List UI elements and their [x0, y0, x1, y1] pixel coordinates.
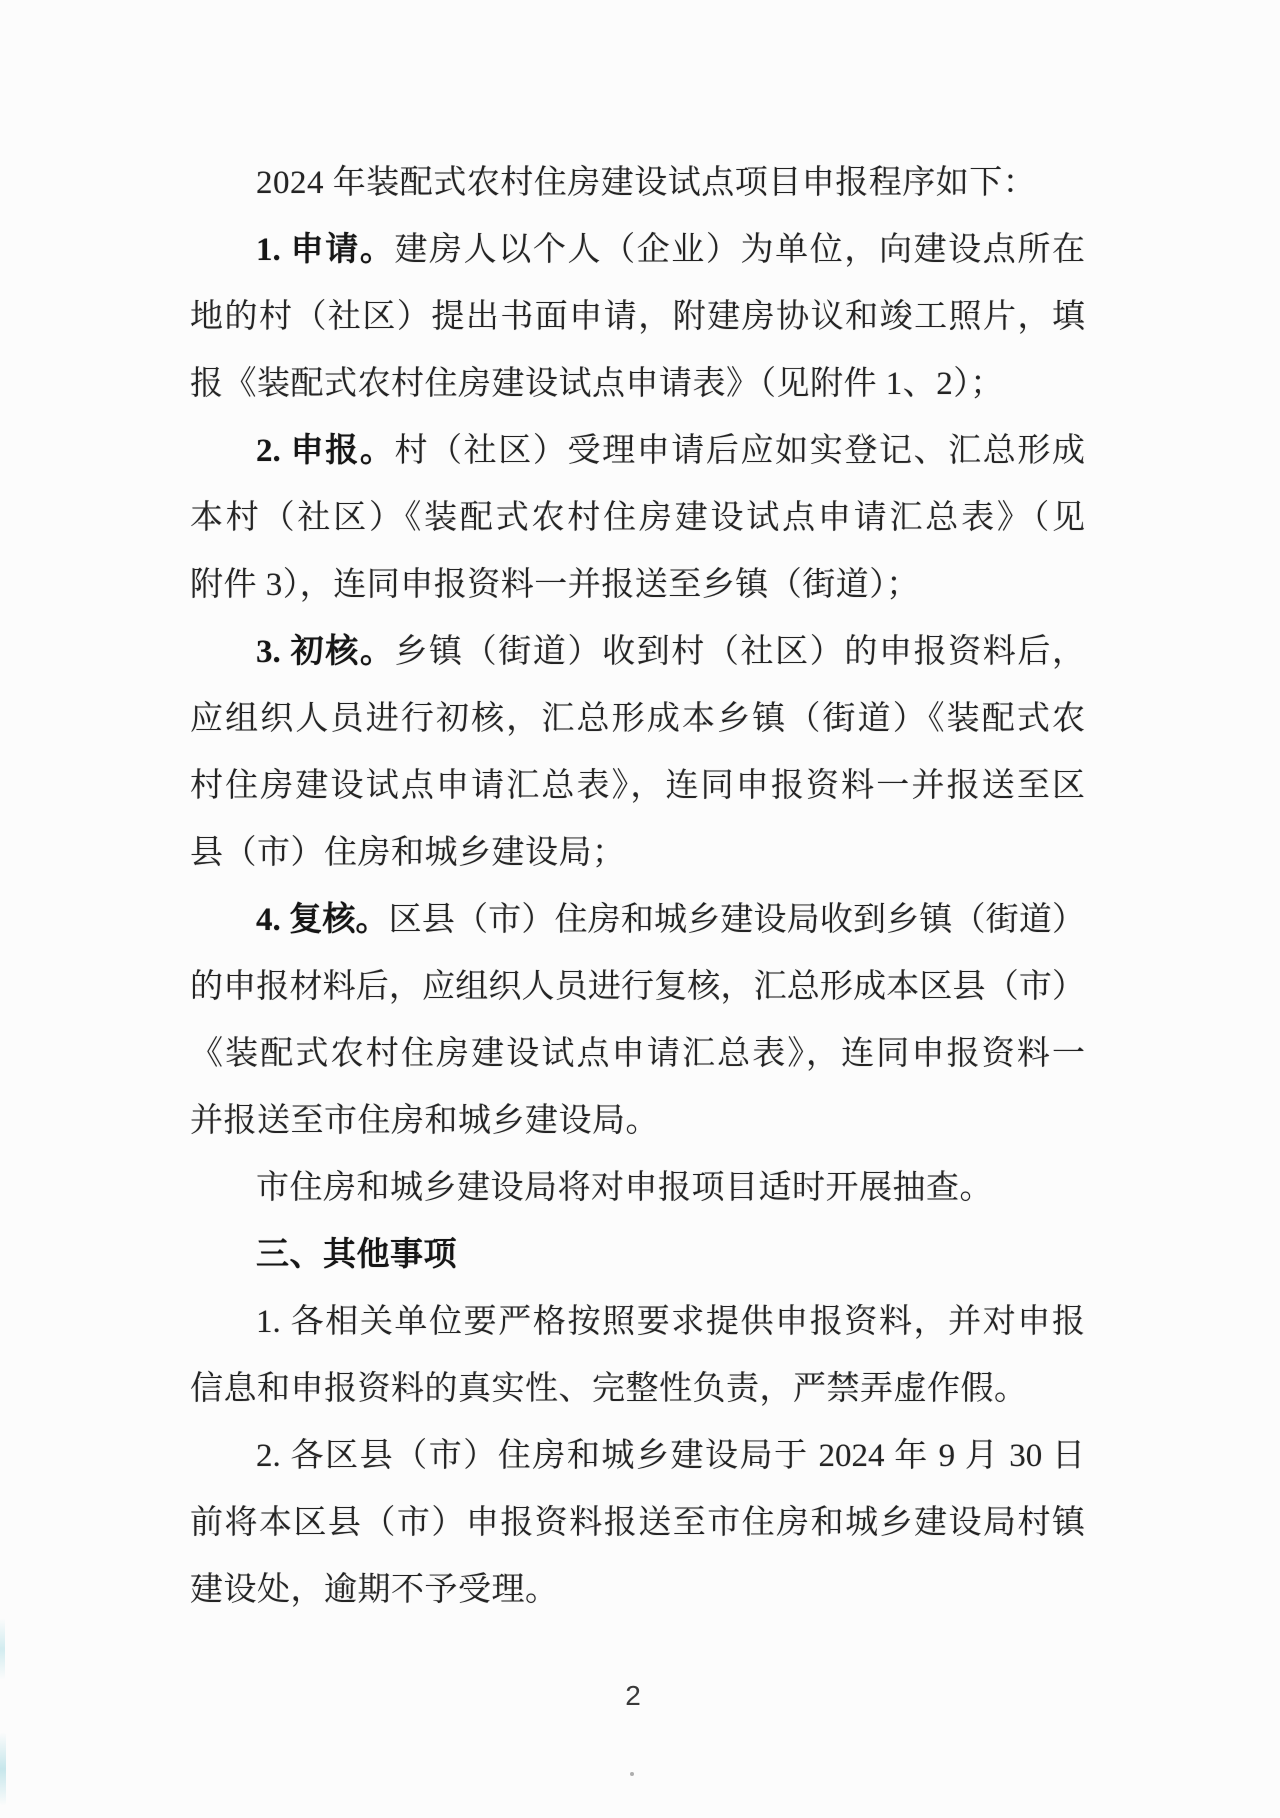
text-line: 信息和申报资料的真实性、完整性负责，严禁弄虚作假。: [190, 1371, 1028, 1407]
text-line: 的申报材料后，应组织人员进行复核，汇总形成本区县（市）: [190, 969, 1085, 1005]
scan-smudge-bottom: [0, 1732, 6, 1806]
text-line: 村住房建设试点申请汇总表》，连同申报资料一并报送至区: [190, 768, 1085, 804]
text-line: 报《装配式农村住房建设试点申请表》（见附件 1、2）；: [190, 366, 1004, 402]
text-line: 地的村（社区）提出书面申请，附建房协议和竣工照片，填: [190, 299, 1085, 335]
text-line: 建设处，逾期不予受理。: [190, 1572, 559, 1608]
text-line: 本村（社区）《装配式农村住房建设试点申请汇总表》（见: [190, 500, 1085, 536]
text-line: 2. 各区县（市）住房和城乡建设局于 2024 年 9 月 30 日: [256, 1438, 1086, 1474]
text-line: 1. 各相关单位要严格按照要求提供申报资料，并对申报: [256, 1304, 1085, 1340]
text-line: 前将本区县（市）申报资料报送至市住房和城乡建设局村镇: [190, 1505, 1085, 1541]
text-line: 《装配式农村住房建设试点申请汇总表》，连同申报资料一: [190, 1036, 1085, 1072]
page-number: 2: [625, 1680, 641, 1711]
document-body: [190, 150, 1085, 1624]
text-line: 县（市）住房和城乡建设局；: [190, 835, 626, 871]
scan-dot: [630, 1772, 634, 1776]
text-line: 3. 初核。乡镇（街道）收到村（社区）的申报资料后，: [256, 634, 1086, 670]
text-line: 2. 申报。村（社区）受理申请后应如实登记、汇总形成: [256, 433, 1086, 469]
text-line: 应组织人员进行初核，汇总形成本乡镇（街道）《装配式农: [190, 701, 1085, 737]
text-line: 并报送至市住房和城乡建设局。: [190, 1103, 659, 1139]
text-line: 1. 申请。建房人以个人（企业）为单位，向建设点所在: [256, 232, 1086, 268]
scan-smudge-top: [0, 1618, 5, 1680]
text-line: 4. 复核。区县（市）住房和城乡建设局收到乡镇（街道）: [256, 902, 1086, 938]
text-line: 2024 年装配式农村住房建设试点项目申报程序如下：: [256, 165, 1037, 201]
bold-run: 1. 申请。: [256, 232, 395, 268]
bold-run: 4. 复核。: [256, 902, 389, 938]
text-line: [190, 1222, 1085, 1289]
bold-run: 3. 初核。: [256, 634, 395, 670]
bold-run: 2. 申报。: [256, 433, 395, 469]
text-line: 市住房和城乡建设局将对申报项目适时开展抽查。: [256, 1170, 993, 1206]
bold-run: 三、其他事项: [256, 1237, 457, 1273]
text-line: 附件 3），连同申报资料一并报送至乡镇（街道）；: [190, 567, 920, 603]
